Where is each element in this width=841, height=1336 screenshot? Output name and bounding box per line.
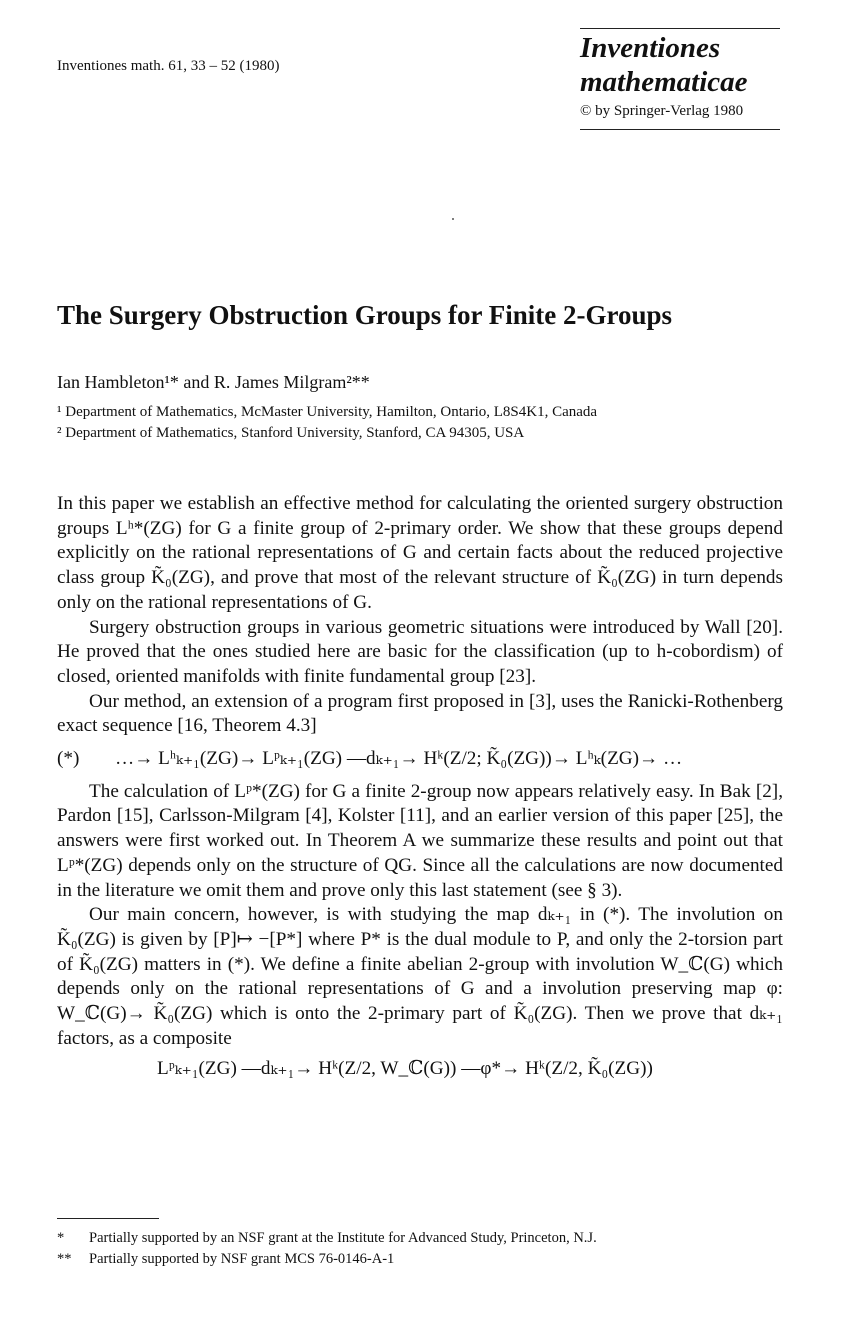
footnote-2 (57, 1251, 394, 1268)
exact-sequence-formula (57, 747, 783, 772)
paragraph-2: Surgery obstruction groups in various geometric situations were introduced by Wall [20]. He proved that the ones studied here are basic for the classification (up to h-cobordism) of closed, oriented manifolds with finite fundamental group [23]. (57, 616, 783, 687)
journal-masthead (580, 28, 780, 130)
formula-label: (*) (57, 748, 80, 770)
paragraph-4: The calculation of Lᵖ*(ZG) for G a finite 2-group now appears relatively easy. In Bak [2], Pardon [15], Carlsson-Milgram [4], Kolster [11], and an earlier version of this paper [25], the answers were first worked out. In Theorem A we summarize these results and point out that Lᵖ*(ZG) depends only on the structure of QG. Since all the calculations are now documented in the literature we omit them and prove only this last statement (see § 3). (57, 780, 783, 901)
formula-text: …→ Lʰₖ₊₁(ZG)→ Lᵖₖ₊₁(ZG) —dₖ₊₁→ Hᵏ(Z/2; K̃₀(ZG))→ Lʰₖ(ZG)→ … (115, 748, 683, 770)
composite-formula: Lᵖₖ₊₁(ZG) —dₖ₊₁→ Hᵏ(Z/2, W_ℂ(G)) —φ*→ Hᵏ(Z/2, K̃₀(ZG)) (157, 1058, 653, 1080)
journal-name-line1: Inventiones (580, 32, 721, 64)
journal-citation: Inventiones math. 61, 33 – 52 (1980) (57, 58, 280, 74)
journal-name-line2: mathematicae (580, 66, 748, 98)
paper-authors: Ian Hambleton¹* and R. James Milgram²** (57, 372, 370, 392)
paragraph-5: Our main concern, however, is with studying the map dₖ₊₁ in (*). The involution on K̃₀(ZG) is given by [P]↦ −[P*] where P* is the dual module to P, and only the 2-torsion part of K̃₀(ZG) matters in (*). We define a finite abelian 2-group with involution W_ℂ(G) which depends only on the rational representations of G and a involution preserving map φ: W_ℂ(G)→ K̃₀(ZG) which is onto the 2-primary part of K̃₀(ZG). Then we prove that dₖ₊₁ factors, as a composite (57, 904, 783, 1049)
paper-title: The Surgery Obstruction Groups for Finite 2-Groups (57, 300, 673, 330)
print-speck (452, 218, 454, 220)
footnote-1 (57, 1230, 597, 1247)
paragraph-3: Our method, an extension of a program first proposed in [3], uses the Ranicki-Rothenberg exact sequence [16, Theorem 4.3] (57, 690, 783, 737)
footnote-rule (57, 1218, 159, 1219)
paper-body (57, 492, 783, 1082)
paragraph-1: In this paper we establish an effective method for calculating the oriented surgery obstruction groups Lʰ*(ZG) for G a finite group of 2-primary order. We show that these groups depend explicitly on the rational representations of G and certain facts about the reduced projective class group K̃₀(ZG), and prove that most of the relevant structure of K̃₀(ZG) in turn depends only on the rational representations of G. (57, 493, 783, 613)
affiliation-2: ² Department of Mathematics, Stanford University, Stanford, CA 94305, USA (57, 425, 525, 441)
footnote-2-text: Partially supported by NSF grant MCS 76-0146-A-1 (89, 1251, 395, 1267)
footnote-1-text: Partially supported by an NSF grant at the Institute for Advanced Study, Princeton, N.J. (89, 1230, 597, 1246)
footnote-1-mark: * (57, 1230, 65, 1246)
footnote-2-mark: ** (57, 1251, 72, 1267)
affiliation-1: ¹ Department of Mathematics, McMaster University, Hamilton, Ontario, L8S4K1, Canada (57, 404, 598, 420)
copyright-notice: © by Springer-Verlag 1980 (580, 103, 780, 130)
